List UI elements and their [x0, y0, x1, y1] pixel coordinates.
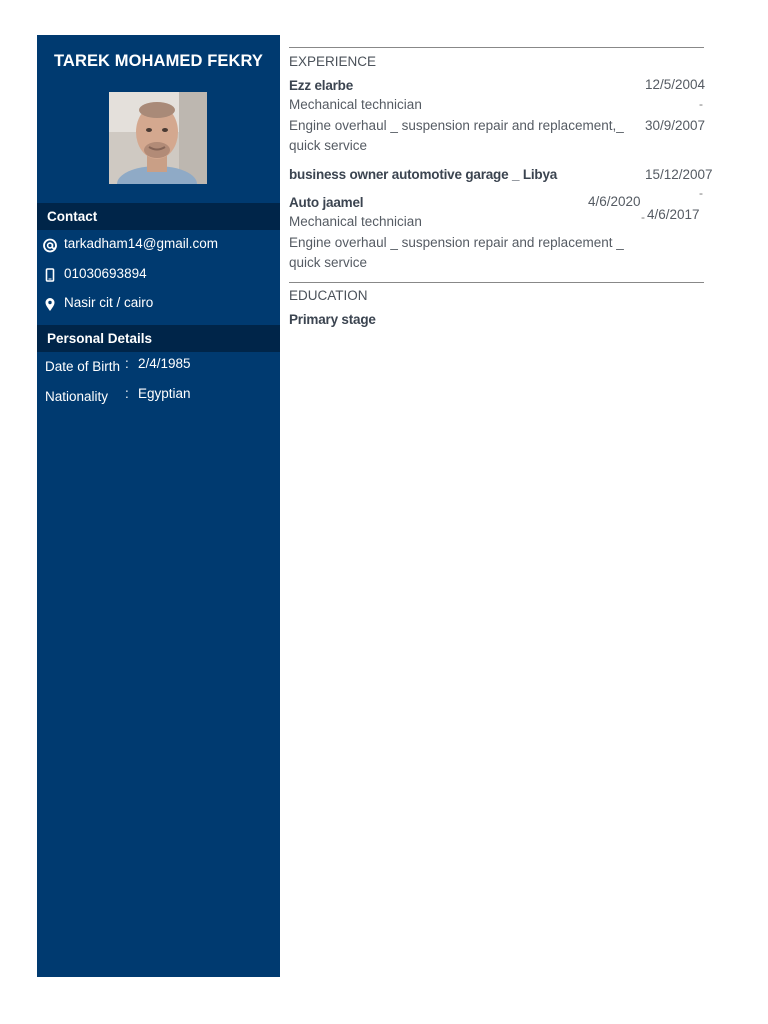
dob-colon: :: [125, 356, 129, 371]
job-1-date-dash: -: [699, 97, 703, 111]
profile-photo: [109, 92, 207, 184]
contact-address: [37, 294, 280, 314]
experience-divider: [289, 47, 704, 48]
nationality-value: Egyptian: [138, 386, 191, 401]
dob-label: Date of Birth: [45, 359, 121, 374]
job-3-role: Mechanical technician: [289, 214, 422, 229]
experience-heading: EXPERIENCE: [289, 54, 377, 69]
contact-email: [37, 235, 280, 255]
contact-section-header: Contact: [37, 203, 280, 230]
education-divider: [289, 282, 704, 283]
sidebar: [37, 35, 280, 977]
job-1-desc-line-1: Engine overhaul _ suspension repair and replacement,_: [289, 118, 624, 133]
address-text: Nasir cit / cairo: [64, 295, 154, 310]
job-2-date-start: 15/12/2007: [645, 167, 713, 182]
email-text: tarkadham14@gmail.com: [64, 236, 219, 251]
nationality-colon: :: [125, 386, 129, 401]
job-2-company: business owner automotive garage _ Libya: [289, 167, 558, 182]
job-1-date-start: 12/5/2004: [645, 77, 706, 92]
nationality-label: Nationality: [45, 389, 109, 404]
job-3-company: Auto jaamel: [289, 195, 364, 210]
candidate-name: TAREK MOHAMED FEKRY: [53, 52, 264, 70]
phone-text: 01030693894: [64, 266, 147, 281]
contact-phone: [37, 265, 280, 285]
job-1-role: Mechanical technician: [289, 97, 422, 112]
job-3-date-dash: -: [641, 210, 645, 224]
map-pin-icon: [42, 296, 58, 312]
job-3-date-start: 4/6/2020: [588, 194, 641, 209]
at-sign-icon: [42, 237, 58, 253]
job-3-desc-line-1: Engine overhaul _ suspension repair and replacement _: [289, 235, 624, 250]
personal-details-header: Personal Details: [37, 325, 280, 352]
job-1-desc-line-2: quick service: [289, 138, 368, 153]
job-1-company: Ezz elarbe: [289, 78, 354, 93]
education-school: Primary stage: [289, 312, 376, 327]
job-2-date-end: 4/6/2017: [647, 207, 700, 222]
mobile-phone-icon: [42, 267, 58, 283]
education-heading: EDUCATION: [289, 288, 368, 303]
job-3-desc-line-2: quick service: [289, 255, 368, 270]
dob-value: 2/4/1985: [138, 356, 191, 371]
job-2-date-dash: -: [699, 186, 703, 200]
job-1-date-end: 30/9/2007: [645, 118, 706, 133]
